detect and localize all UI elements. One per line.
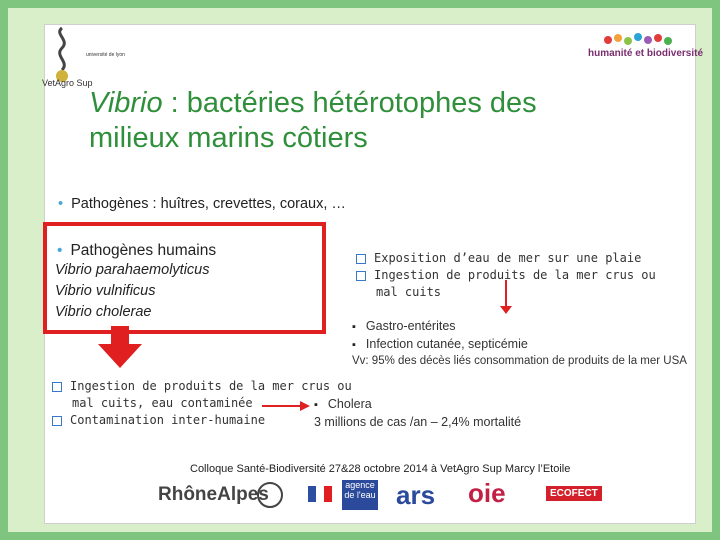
vv-note: Vv: 95% des décès liés consommation de produits de la mer USA	[352, 355, 687, 367]
species-1: Vibrio parahaemolyticus	[55, 262, 210, 278]
arrow-down-large	[98, 326, 142, 368]
exposure-item-3: mal cuits	[376, 285, 442, 299]
partner-logos	[156, 480, 596, 514]
human-heading-text: Pathogènes humains	[70, 242, 217, 259]
title-line1: : bactéries hétérotophes des	[162, 87, 537, 119]
route-item-3: Contamination inter-humaine	[52, 412, 352, 429]
title-italic: Vibrio	[89, 87, 163, 119]
exposure-item-2: Ingestion de produits de la mer crus ou	[356, 267, 656, 284]
disease-1: ▪ Gastro-entérites	[352, 319, 456, 333]
title-line2: milieux marins côtiers	[89, 122, 368, 154]
human-heading: • Pathogènes humains	[57, 242, 217, 259]
flag-logo-icon	[306, 482, 334, 508]
exposure-item-1: Exposition d’eau de mer sur une plaie	[356, 250, 656, 267]
logo-rhonealpes: RhôneAlpes	[158, 484, 269, 505]
cholera-note: 3 millions de cas /an – 2,4% mortalité	[314, 415, 522, 429]
bullet-dot: •	[58, 196, 64, 212]
species-2: Vibrio vulnificus	[55, 283, 156, 299]
arrow-down-small	[500, 280, 512, 314]
arrow-right	[262, 401, 310, 411]
svg-text:université de lyon: université de lyon	[86, 52, 125, 58]
logo-ecofect: ECOFECT	[546, 486, 602, 501]
vetagro-label: VetAgro Sup	[42, 78, 93, 88]
logo-title: humanité et biodiversité	[588, 48, 704, 59]
logo-ars: ars	[396, 480, 436, 510]
species-3: Vibrio cholerae	[55, 304, 152, 320]
route-item-1: Ingestion de produits de la mer crus ou	[52, 378, 352, 395]
bullet-text: Pathogènes : huîtres, crevettes, coraux, …	[71, 196, 346, 212]
logo-agence-eau: agence de l'eau	[342, 480, 378, 510]
cholera-item: ▪ Cholera	[314, 397, 372, 411]
circle-logo-icon	[256, 480, 284, 510]
disease-2: ▪ Infection cutanée, septicémie	[352, 337, 528, 351]
logo-oie: oie	[468, 478, 506, 508]
route-item-2: mal cuits, eau contaminée	[72, 396, 253, 410]
footer-text: Colloque Santé-Biodiversité 27&28 octobre 2014 à VetAgro Sup Marcy l’Etoile	[190, 463, 571, 475]
